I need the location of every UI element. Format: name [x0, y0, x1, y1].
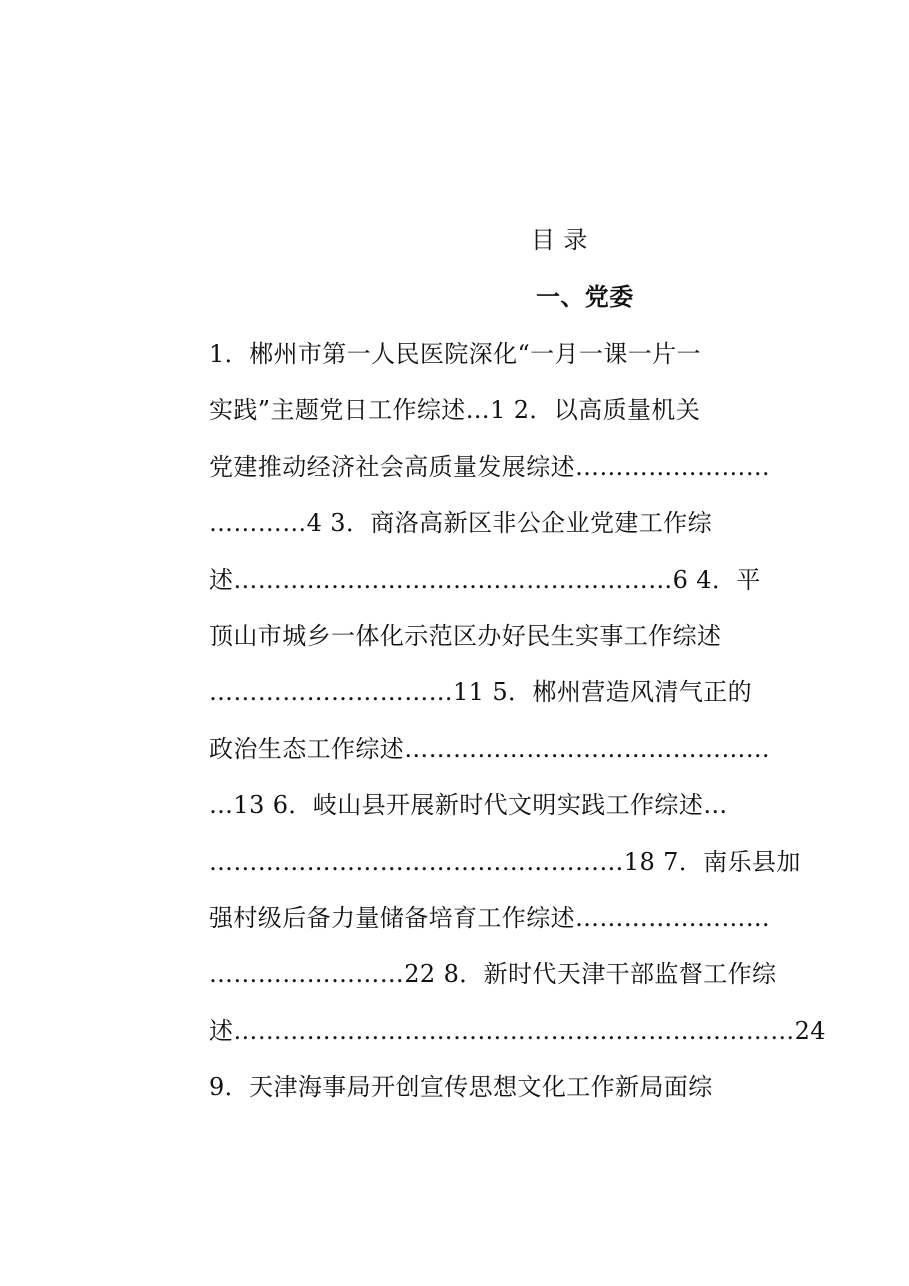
toc-line: 述………………………………………………6 4．平	[209, 565, 761, 594]
toc-line: 9．天津海事局开创宣传思想文化工作新局面综	[209, 1073, 713, 1102]
toc-line: …13 6．岐山县开展新时代文明实践工作综述…	[209, 791, 728, 820]
toc-line: ……………………22 8．新时代天津干部监督工作综	[209, 960, 777, 989]
toc-line: …………4 3．商洛高新区非公企业党建工作综	[209, 509, 712, 538]
toc-entries	[209, 326, 826, 1115]
toc-line: 实践”主题党日工作综述…1 2．以高质量机关	[209, 396, 701, 425]
toc-line: 强村级后备力量储备培育工作综述……………………	[209, 903, 771, 932]
toc-line: 述……………………………………………………………24	[209, 1016, 826, 1045]
section-heading: 一、党委	[536, 282, 634, 311]
toc-line: 顶山市城乡一体化示范区办好民生实事工作综述	[209, 621, 722, 650]
toc-line: ……………………………………………18 7．南乐县加	[209, 847, 801, 876]
toc-line: 政治生态工作综述………………………………………	[209, 734, 771, 763]
toc-line: …………………………11 5．郴州营造风清气正的	[209, 678, 753, 707]
toc-title: 目 录	[531, 226, 588, 254]
toc-line: 党建推动经济社会高质量发展综述……………………	[209, 452, 771, 481]
toc-line: 1．郴州市第一人民医院深化“一月一课一片一	[209, 340, 701, 368]
